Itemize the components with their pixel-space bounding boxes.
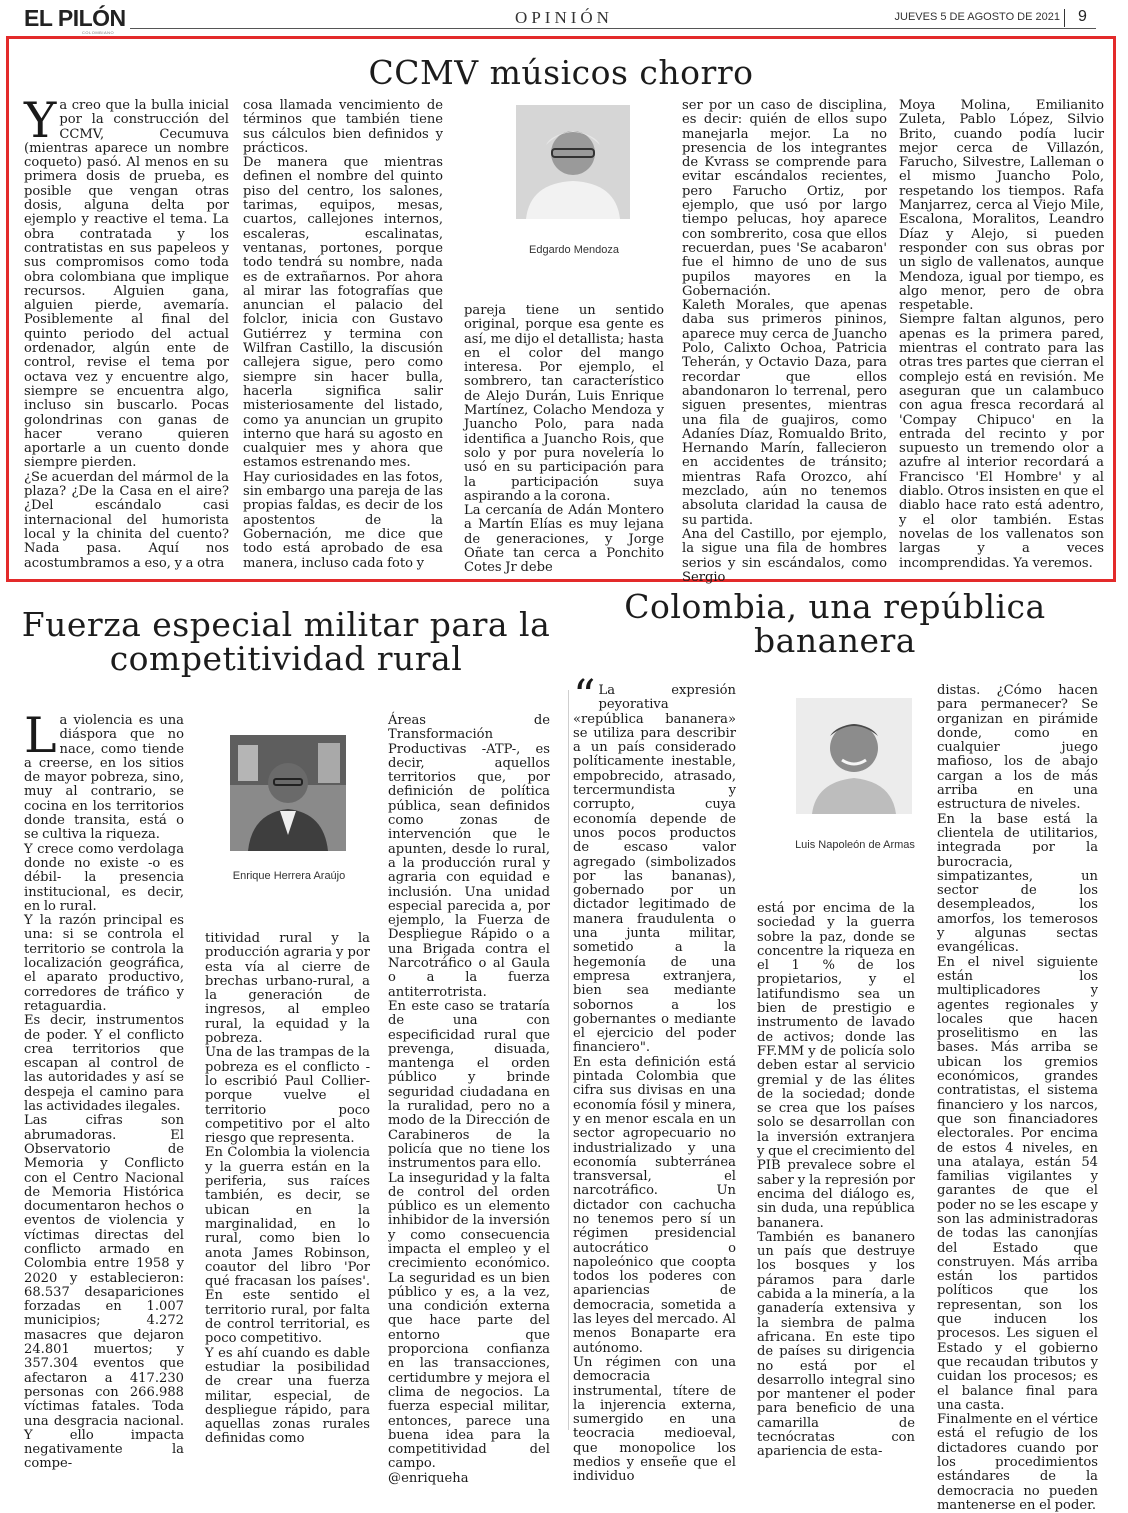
column-text: titividad rural y la producción agraria y por esta vía al cierre de brechas urbano-rural, a la generación de ingresos, al empleo rural, la equidad y la pobreza. Una de las trampas de la pobreza es el conflicto -lo escribió Paul Collier- porque vuelve el territorio poco competitivo por el alto riesgo que representa. En Colombia la violencia y la guerra están en la periferia, sus raíces también, es decir, se ubican en la marginalidad, en lo rural, como bien lo anota James Robinson, coautor del libro 'Por qué fracasan los países'. En este sentido el territorio rural, por falta de control territorial, es poco competitivo. Y es ahí cuando es dable estudiar la posibilidad de crear una fuerza militar, especial, de despliegue rápido, para aquellas zonas rurales definidas como xyxy=(205,931,370,1447)
article-column-4 xyxy=(682,98,887,585)
section-title: OPINIÓN xyxy=(515,8,613,27)
column-text: a violencia es una diáspora que no nace, como tiende a creerse, en los sitios de mayor pobreza, sino, muy al contrario, se cocina en los territorios donde transita, está o se cultiva la riqueza. Y crece como verdolaga donde no existe -o es débil- la presencia institucional, es decir, en lo rural. Y la razón principal es una: si se controla el territorio se controla la localización geográfica, el aparato productivo, corredores de tráfico y retaguardia. Es decir, instrumentos de poder. Y el conflicto crea territorios que escapan al control de las autoridades y así se despeja el camino para las actividades ilegales. Las cifras son abrumadoras. El Observatorio de Memoria y Conflicto con el Centro Nacional de Memoria Histórica documentaron hechos o eventos de violencia y víctimas directas del conflicto armado en Colombia entre 1958 y 2020 y establecieron: 68.537 desapariciones forzadas en 1.007 municipios; 4.272 masacres que dejaron 24.801 muertos; y 357.304 eventos que afectaron a 417.230 personas con 266.988 víctimas fatales. Toda una desgracia nacional. Y ello impacta negativamente la compe- xyxy=(24,713,184,1472)
article-column-3 xyxy=(937,683,1098,1513)
article-title: Fuerza especial militar para la competitividad rural xyxy=(21,605,551,678)
column-text: a creo que la bulla inicial por la construcción del CCMV, Cecumuva (mientras aparece un nombre coqueto) pasó. Al menos en su primera dosis de prueba, es posible que vengan otras dosis, alguna delta por ejemplo y reactive el tema. La obra contratada y los contratistas en sus papeleos y sus compromisos como toda obra colombiana que implique recursos. Alguien gana, alguien pierde, avemaría. Posiblemente al final del quinto periodo del actual ordenador, algún ente de control, revise el tema por octava vez y encuentre algo, siempre se encuentra algo, incluso sin buscarlo. Pocas golondrinas con ganas de hacer verano quieren aportarle a un cuento donde siempre pierden. ¿Se acuerdan del mármol de la plaza? ¿De la Casa en el aire? ¿Del escándalo casi internacional del humorista local y la chinita del cuento? Nada pasa. Aquí nos acostumbramos a eso, y a otra xyxy=(24,98,229,571)
author-photo xyxy=(230,735,346,851)
article-column-5 xyxy=(899,99,1104,569)
drop-cap: L xyxy=(24,707,57,764)
author-name: Luis Napoleón de Armas xyxy=(795,839,915,851)
article-column-1 xyxy=(24,92,229,571)
issue-date: JUEVES 5 DE AGOSTO DE 2021 xyxy=(894,11,1060,23)
article-ccmv-musicos[interactable] xyxy=(6,36,1116,585)
newspaper-logo: EL PILÓN xyxy=(24,5,126,31)
article-title: CCMV músicos chorro xyxy=(368,53,754,92)
column-text: está por encima de la sociedad y la guerra sobre la paz, donde se concentre la riqueza en el 1 % de los propietarios, y el latifundismo sea un bien de prestigio e instrumento de lavado de activos; donde las FF.MM y de policía solo deben estar al servicio gremial y de las élites de la sociedad; donde se crea que los países solo se desarrollan con la inversión extranjera y que el crecimiento del PIB prevalece sobre el saber y la represión por encima del diálogo es, sin duda, una república bananera. También es bananero un país que destruye los bosques y los páramos para darle cabida a la minería, a la ganadería extensiva y la siembra de palma africana. En este tipo de países su dirigencia no está por el desarrollo integral sino por mantener el poder para beneficio de una camarilla de tecnócratas con apariencia de esta- xyxy=(757,901,915,1460)
author-name: Enrique Herrera Araújo xyxy=(232,870,346,882)
column-divider xyxy=(568,690,569,1430)
page-number: 9 xyxy=(1078,8,1087,25)
column-text: cosa llamada vencimiento de términos que también tiene sus cálculos bien definidos y prácticos. De manera que mientras definen el nombre del quinto piso del centro, los salones, tarimas, equipos, mesas, cuartos, callejones internos, escaleras, escalinatas, ventanas, portones, porque todo tendrá su nombre, nada es de extrañarnos. Por ahora al mirar las fotografías que anuncian el palacio del folclor, inicia con Gustavo Gutiérrez y termina con Wilfran Castillo, la discusión callejera sigue, pero como siempre sin hacer bulla, hacerla significa salir misteriosamente del listado, como ya anuncian un grupito interno que hará su agosto en cualquier mes y ahora que estamos estrenando mes. Hay curiosidades en las fotos, sin embargo una pareja de las propias faldas, es decir de los apostentos de la Gobernación, me dice que todo está aprobado de esa manera, incluso cada foto y xyxy=(243,98,443,571)
article-column-3 xyxy=(388,713,550,1486)
article-column-3 xyxy=(464,303,664,576)
drop-cap: Y xyxy=(24,92,57,149)
author-name: Edgardo Mendoza xyxy=(529,244,619,256)
article-column-2 xyxy=(243,99,443,569)
author-photo xyxy=(516,105,630,219)
author-portrait-image xyxy=(230,735,346,851)
header-rule xyxy=(130,28,1096,29)
column-text: distas. ¿Cómo hacen para permanecer? Se organizan en pirámide donde, como en cualquier juego mafioso, los de abajo cargan a los de más arriba en una estructura de niveles. En la base está la clientela de utilitarios, integrada por la burocracia, simpatizantes, un sector de los desempleados, los amorfos, los temerosos y algunas sectas evangélicas. En el nivel siguiente están los multiplicadores y agentes regionales y locales que hacen proselitismo en las bases. Más arriba se ubican los gremios económicos, grandes contratistas, el sistema financiero y los narcos, que son financiadores electorales. Por encima de estos 4 niveles, en una atalaya, están 54 familias vigilantes y garantes de que el poder no se les escape y son las administradoras de todas las canonjías del Estado que construyen. Más arriba están los partidos políticos que los representan, son los que inducen los procesos. Les siguen el Estado y el gobierno que recaudan tributos y cuidan los procesos; es el balance final para una casta. Finalmente en el vértice está el refugio de los dictadores cuando por los procedimientos estándares de la democracia no pueden mantenerse en el poder. xyxy=(937,683,1098,1513)
article-column-2 xyxy=(757,901,915,1460)
page-header xyxy=(0,0,1128,34)
author-photo xyxy=(796,698,912,814)
column-text: La expresión peyorativa «república bananera» se utiliza para describir a un país considerado políticamente inestable, empobrecido, atrasado, tercermundista y corrupto, cuya economía depende de unos pocos productos de escaso valor agregado (simbolizados por las bananas), gobernado por un dictador legitimado de manera fraudulenta o una junta militar, sometido a la hegemonía de una empresa extranjera, bien sea mediante sobornos a los gobernantes o mediante el ejercicio del poder financiero". En esta definición está pintada Colombia que cifra sus divisas en una economía fósil y minera, y en menor escala en un sector agropecuario no industrializado y una economía subterránea transversal, el narcotráfico. Un dictador con cachucha no tenemos pero sí un régimen presidencial autocrático o napoleónico que coopta todos los poderes con apariencias de democracia, sometida a las leyes del mercado. Al menos Bonaparte era autónomo. Un régimen con una democracia instrumental, títere de la injerencia externa, sumergido en una teocracia medioeval, que monopolice los medios y enseñe que el individuo xyxy=(573,683,736,1485)
article-column-2 xyxy=(205,931,370,1447)
logo-subtitle: COLOMBIANO xyxy=(82,30,115,35)
column-text: Áreas de Transformación Productivas -ATP-, es decir, aquellos territorios que, por definición de política pública, sean definidos como zonas de intervención que le apunten, desde lo rural, a la producción rural y agraria con equidad e inclusión. Una unidad especial parecida a, por ejemplo, la Fuerza de Despliegue Rápido o a una Brigada contra el Narcotráfico o al Gaula o a la fuerza antiterrotrista. En este caso se trataría de una con especificidad rural que prevenga, disuada, mantenga el orden público y brinde seguridad ciudadana en la ruralidad, pero no a modo de la Dirección de Carabineros de la policía que no tiene los instrumentos para ello. La inseguridad y la falta de control del orden público es un elemento inhibidor de la inversión y como consecuencia impacta el empleo y el crecimiento económico. La seguridad es un bien público y es, a la vez, una condición externa que hace parte del entorno que proporciona confianza en las transacciones, certidumbre y mejora el clima de negocios. La fuerza especial militar, entonces, parece una buena idea para la competitividad del campo. @enriqueha xyxy=(388,713,550,1486)
article-column-1 xyxy=(573,671,736,1485)
column-text: Moya Molina, Emilianito Zuleta, Pablo López, Silvio Brito, cuando podía lucir mejor cerca de Villazón, Farucho, Silvestre, Lalleman o el mismo Juancho Polo, respetando los tiempos. Rafa Manjarrez, cerca al Viejo Mile, Escalona, Moralitos, Leandro Díaz y Alejo, si pueden responder con sus obras por un siglo de vallenatos, aunque Mendoza, igual por tiempo, es algo menor, pero de obra respetable. Siempre faltan algunos, pero apenas es la primera pared, mientras el contrato para las otras tres partes que cierran el complejo está en revisión. Me aseguran que un calambuco con agua fresca recordará al 'Compay Chipuco' en la entrada del recinto y por supuesto un tremendo olor a azufre al interior recordará a Francisco 'El Hombre' y al diablo. Otros insisten en que el diablo hace rato está adentro, y el olor también. Estas novelas de los vallenatos son largas y a veces incomprendidas. Ya veremos. xyxy=(899,98,1104,571)
author-portrait-image xyxy=(516,105,630,219)
column-text: ser por un caso de disciplina, es decir: quién de ellos supo manejarla mejor. La no presencia de los integrantes de Kvrass se comprende para evitar escándalos recientes, pero Farucho Ortiz, por ejemplo, que usó por largo tiempo pelucas, hoy aparece con sombrerito, cosa que ellos recuerdan, pues 'Se acabaron' fue el himno de uno de sus pupilos mayores en la Gobernación. Kaleth Morales, que apenas daba sus primeros pininos, aparece muy cerca de Juancho Polo, Calixto Ochoa, Patricia Teherán, y Octavio Daza, para recordar que ellos abandonaron lo terrenal, pero siguen presentes, mientras una fila de guajiros, como Adaníes Díaz, Romualdo Brito, Hernando Marín, fallecieron en accidentes de tránsito; mientras Rafa Orozco, ahí mezclado, aún no tenemos absoluta claridad la causa de su partida. Ana del Castillo, por ejemplo, la sigue una fila de hombres serios y sin escándalos, como Sergio xyxy=(682,98,887,585)
header-separator xyxy=(1064,9,1065,27)
article-column-1 xyxy=(24,707,184,1472)
column-text: pareja tiene un sentido original, porque esa gente es así, me dijo el detallista; hasta en el color del mango interesa. Por ejemplo, el sombrero, tan característico de Alejo Durán, Luis Enrique Martínez, Colacho Mendoza y Juancho Polo, para nada identifica a Juancho Rois, que solo y por pura novelería lo usó en su participación para la participación suya aspirando a la corona. La cercanía de Adán Montero a Martín Elías es muy lejana de generaciones, y Jorge Oñate tan cerca a Ponchito Cotes Jr debe xyxy=(464,303,664,576)
article-title: Colombia, una república bananera xyxy=(624,587,1046,660)
quote-mark: “ xyxy=(573,671,596,722)
author-portrait-image xyxy=(796,698,912,814)
